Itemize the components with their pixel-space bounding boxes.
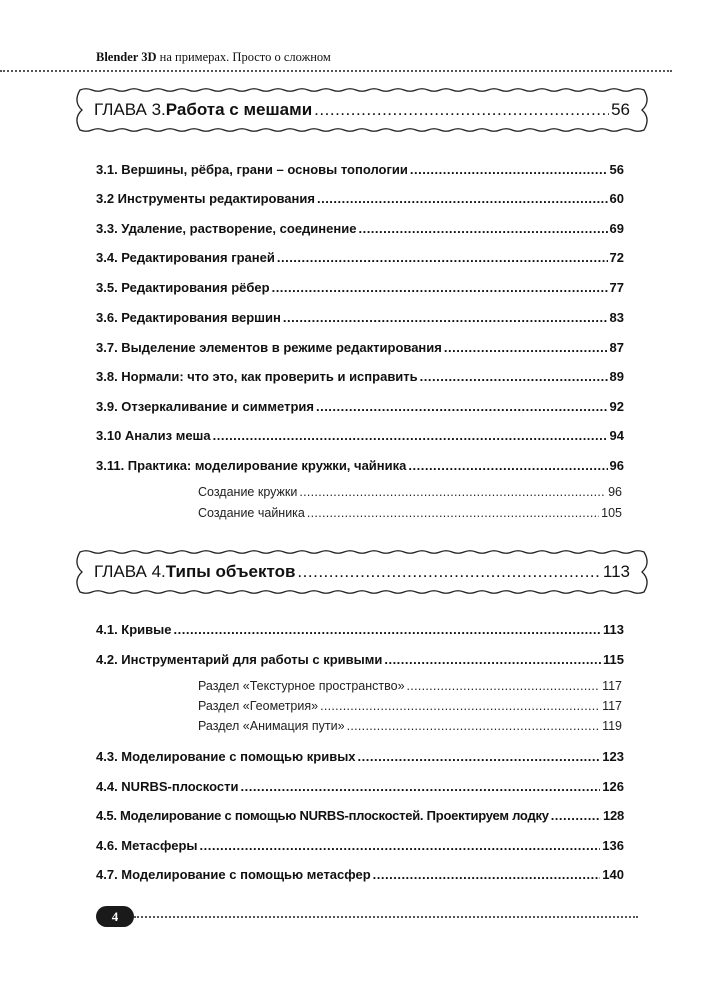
entry-title: 4.2. Инструментарий для работы с кривыми [96,652,383,667]
leader-dots [316,399,608,415]
entry-title: 3.10 Анализ меша [96,428,211,443]
entry-page: 126 [602,779,624,794]
entry-page: 117 [602,699,622,713]
toc-entry[interactable] [96,221,624,237]
leader-dots [314,100,609,120]
leader-dots [307,505,599,521]
entry-title: 3.3. Удаление, растворение, соединение [96,221,357,236]
entry-page: 77 [609,280,624,295]
leader-dots [420,369,608,385]
leader-dots [240,779,600,795]
header-dotted-rule [0,70,672,72]
entry-title: 4.7. Моделирование с помощью метасфер [96,867,371,882]
leader-dots [410,162,608,178]
leader-dots [283,310,608,326]
entry-title: Создание чайника [198,506,305,520]
leader-dots [358,749,601,765]
chapter-3-heading [72,86,652,134]
toc-entry[interactable] [96,310,624,326]
entry-page: 128 [603,808,624,823]
toc-entry[interactable] [96,867,624,883]
entry-title: 4.3. Моделирование с помощью кривых [96,749,356,764]
toc-entry[interactable] [96,162,624,178]
chapter-page: 113 [602,562,630,581]
entry-title: 4.1. Кривые [96,622,172,637]
entry-title: Раздел «Текстурное пространство» [198,679,405,693]
entry-title: 3.5. Редактирования рёбер [96,280,270,295]
toc-entry[interactable] [96,808,624,824]
entry-page: 94 [609,428,624,443]
toc-entry[interactable] [96,191,624,207]
toc-entry[interactable] [96,749,624,765]
leader-dots [174,622,602,638]
entry-page: 92 [609,399,624,414]
entry-page: 123 [602,749,624,764]
leader-dots [299,484,606,500]
toc-entry[interactable] [96,458,624,474]
leader-dots [384,652,601,668]
entry-title: 3.4. Редактирования граней [96,250,275,265]
toc-subentry[interactable] [198,698,622,714]
leader-dots [347,718,600,734]
entry-page: 136 [602,838,624,853]
toc-entry[interactable] [96,652,624,668]
toc-entry[interactable] [96,280,624,296]
entry-page: 119 [602,719,622,733]
entry-title: 3.1. Вершины, рёбра, грани – основы топологии [96,162,408,177]
entry-page: 96 [609,458,624,473]
entry-page: 83 [609,310,624,325]
entry-title: 4.4. NURBS-плоскости [96,779,239,794]
entry-title: 3.9. Отзеркаливание и симметрия [96,399,314,414]
entry-title: 3.11. Практика: моделирование кружки, чайника [96,458,407,473]
toc-entry[interactable] [96,838,624,854]
leader-dots [277,250,608,266]
chapter-name: Типы объектов [165,562,296,581]
leader-dots [200,838,601,854]
chapter-name: Работа с мешами [165,100,313,119]
entry-page: 113 [603,622,624,637]
entry-title: 4.6. Метасферы [96,838,198,853]
entry-page: 96 [608,485,622,499]
entry-title: 3.2 Инструменты редактирования [96,191,315,206]
leader-dots [358,221,607,237]
leader-dots [317,191,608,207]
toc-subentry[interactable] [198,718,622,734]
entry-title: 3.8. Нормали: что это, как проверить и исправить [96,369,418,384]
entry-title: Раздел «Геометрия» [198,699,319,713]
entry-title: Создание кружки [198,485,298,499]
toc-entry[interactable] [96,399,624,415]
entry-title: 3.6. Редактирования вершин [96,310,281,325]
leader-dots [272,280,608,296]
entry-title: Раздел «Анимация пути» [198,719,345,733]
entry-page: 115 [603,652,624,667]
page-number-badge: 4 [96,906,134,927]
chapter-4-heading [72,548,652,596]
toc-subentry[interactable] [198,484,622,500]
entry-page: 89 [609,369,624,384]
leader-dots [320,698,600,714]
footer-dotted-rule [134,916,638,918]
entry-page: 72 [609,250,624,265]
chapter-page: 56 [611,100,630,119]
toc-entry[interactable] [96,428,624,444]
toc-subentry[interactable] [198,678,622,694]
entry-page: 56 [609,162,624,177]
leader-dots [444,340,608,356]
entry-title: 4.5. Моделирование с помощью NURBS-плоскостей. Проектируем лодку [96,808,549,823]
chapter-label: ГЛАВА 3. [94,100,166,119]
entry-page: 87 [609,340,624,355]
toc-entry[interactable] [96,250,624,266]
toc-subentry[interactable] [198,505,622,521]
toc-entry[interactable] [96,340,624,356]
leader-dots [213,428,608,444]
toc-entry[interactable] [96,622,624,638]
toc-entry[interactable] [96,779,624,795]
entry-page: 60 [609,191,624,206]
leader-dots [407,678,601,694]
leader-dots [551,808,601,824]
book-title-rest: на примерах. Просто о сложном [156,50,331,64]
chapter-label: ГЛАВА 4. [94,562,166,581]
entry-page: 69 [609,221,624,236]
leader-dots [373,867,601,883]
toc-entry[interactable] [96,369,624,385]
leader-dots [297,562,600,582]
entry-page: 117 [602,679,622,693]
entry-title: 3.7. Выделение элементов в режиме редактирования [96,340,442,355]
entry-page: 105 [601,506,622,520]
running-head [96,50,331,65]
book-title-bold: Blender 3D [96,50,157,64]
leader-dots [408,458,607,474]
entry-page: 140 [602,867,624,882]
